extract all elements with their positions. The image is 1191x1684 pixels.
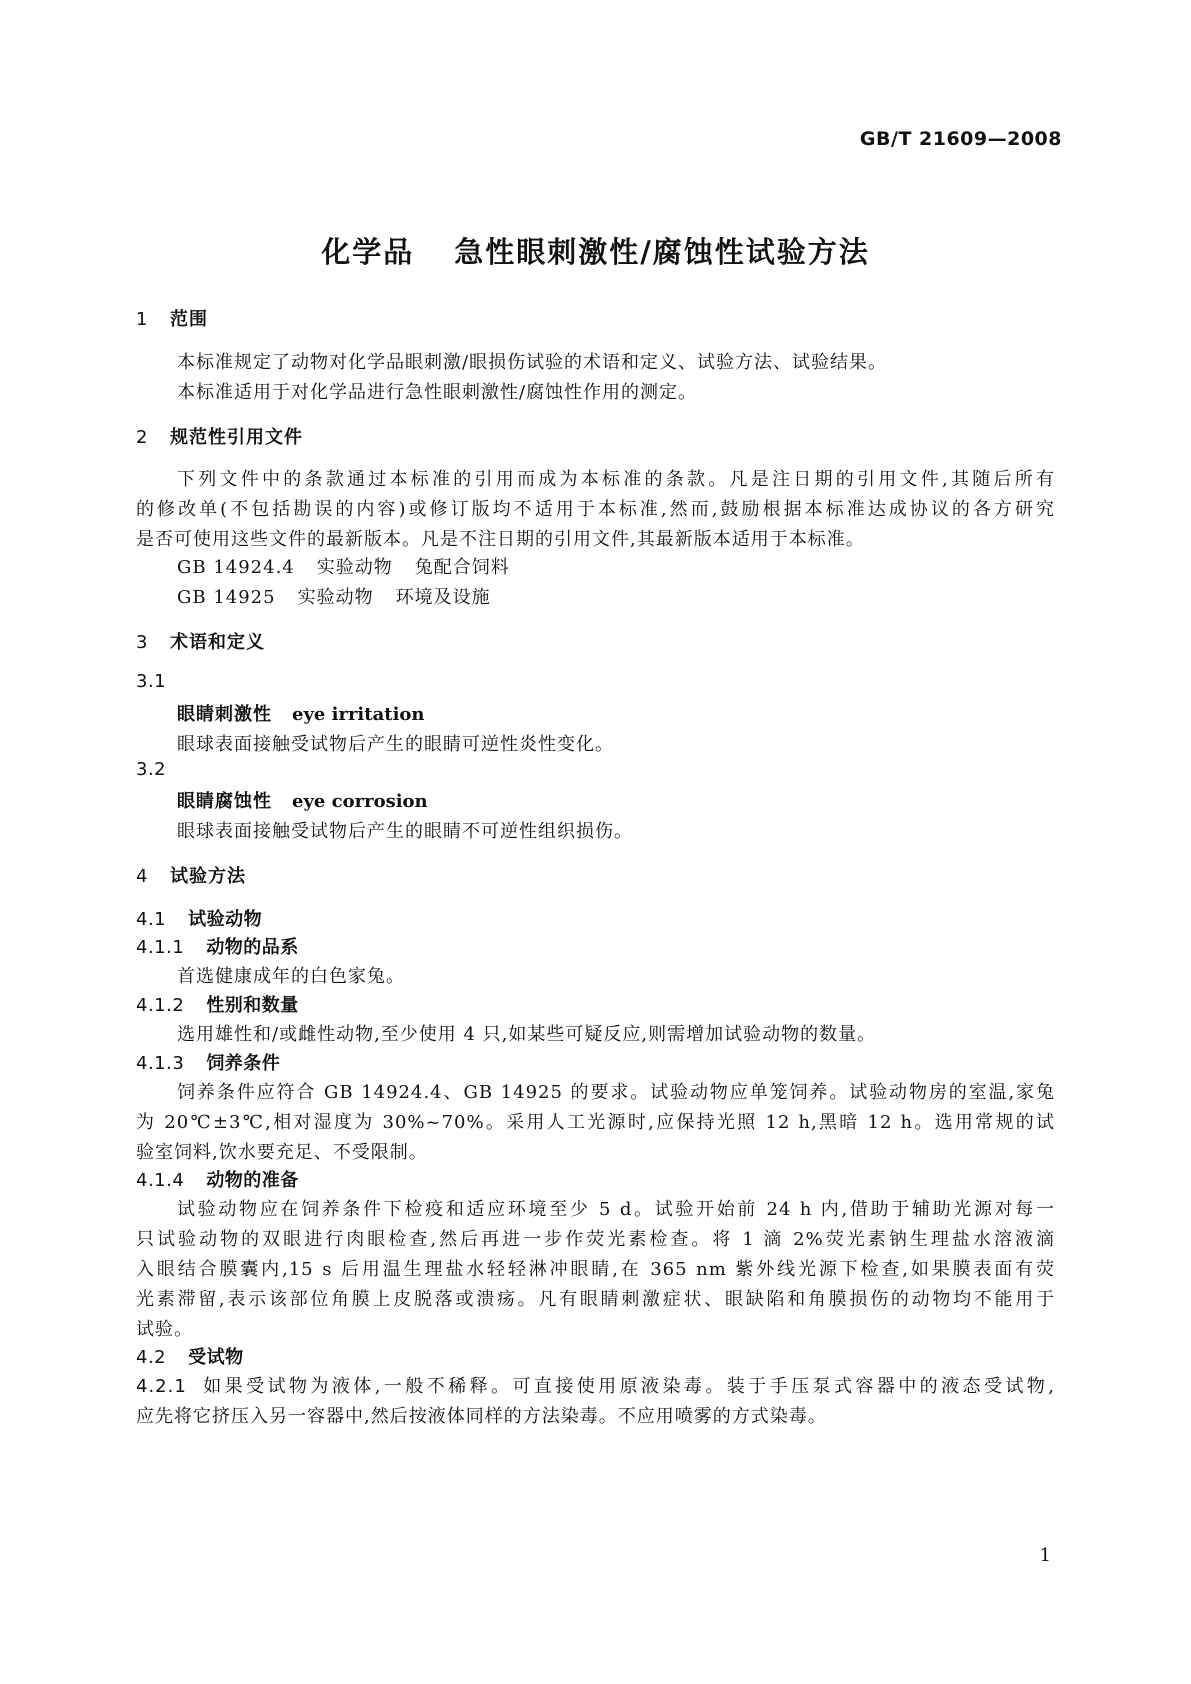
section-2-heading <box>136 423 303 449</box>
subsection-4-2-heading: 4.2 受试物 <box>136 1347 244 1368</box>
reference-title-b: 环境及设施 <box>395 587 491 608</box>
subsection-4-1-1-heading: 4.1.1 动物的品系 <box>136 937 299 958</box>
paragraph-line: 验室饲料,饮水要充足、不受限制。 <box>136 1142 428 1163</box>
title-part2: 急性眼刺激性/腐蚀性试验方法 <box>454 235 870 269</box>
paragraph: 选用雄性和/或雌性动物,至少使用 4 只,如某些可疑反应,则需增加试验动物的数量。 <box>177 1024 877 1045</box>
term-zh: 眼睛腐蚀性 <box>177 791 272 812</box>
term-definition: 眼球表面接触受试物后产生的眼睛不可逆性组织损伤。 <box>177 821 633 842</box>
paragraph-line: 下列文件中的条款通过本标准的引用而成为本标准的条款。凡是注日期的引用文件,其随后所有 <box>177 469 1055 490</box>
reference-title-b: 兔配合饲料 <box>414 557 510 578</box>
section-3-heading <box>136 628 265 654</box>
section-4-heading <box>136 862 246 888</box>
section-1-heading <box>136 305 208 331</box>
paragraph-line: 的修改单(不包括勘误的内容)或修订版均不适用于本标准,然而,鼓励根据本标准达成协议的各方研究 <box>136 499 1055 520</box>
section-number: 2 <box>136 427 149 448</box>
section-number: 4 <box>136 866 149 887</box>
paragraph-line: 试验动物应在饲养条件下检疫和适应环境至少 5 d。试验开始前 24 h 内,借助于辅助光源对每一 <box>177 1199 1055 1220</box>
paragraph: 首选健康成年的白色家兔。 <box>177 966 405 987</box>
reference-code: GB 14925 <box>177 587 276 608</box>
page-number: 1 <box>1039 1545 1051 1566</box>
reference-title-a: 实验动物 <box>297 587 374 608</box>
section-number: 1 <box>136 309 149 330</box>
paragraph-line: 4.2.1 如果受试物为液体,一般不稀释。可直接使用原液染毒。装于手压泵式容器中的液态受试物, <box>136 1376 1055 1397</box>
term-en: eye corrosion <box>292 791 428 812</box>
term-en: eye irritation <box>292 704 425 725</box>
paragraph-line: 饲养条件应符合 GB 14924.4、GB 14925 的要求。试验动物应单笼饲养。试验动物房的室温,家兔 <box>177 1082 1055 1103</box>
paragraph-line: 试验。 <box>136 1319 193 1340</box>
term-definition: 眼球表面接触受试物后产生的眼睛可逆性炎性变化。 <box>177 734 614 755</box>
paragraph-line: 光素滞留,表示该部位角膜上皮脱落或溃疡。凡有眼睛刺激症状、眼缺陷和角膜损伤的动物均不能用于 <box>136 1289 1055 1310</box>
normative-reference <box>177 553 510 579</box>
term-entry <box>177 787 428 813</box>
subsection-4-1-heading: 4.1 试验动物 <box>136 909 263 930</box>
normative-reference <box>177 583 491 609</box>
paragraph-line: 应先将它挤压入另一容器中,然后按液体同样的方法染毒。不应用喷雾的方式染毒。 <box>136 1406 827 1427</box>
paragraph: 本标准适用于对化学品进行急性眼刺激性/腐蚀性作用的测定。 <box>177 382 698 403</box>
document-title <box>0 230 1191 271</box>
standard-number: GB/T 21609—2008 <box>859 128 1062 150</box>
section-title: 术语和定义 <box>170 632 265 653</box>
term-entry <box>177 700 425 726</box>
paragraph-line: 只试验动物的双眼进行肉眼检查,然后再进一步作荧光素检查。将 1 滴 2%荧光素钠生理盐水溶液滴 <box>136 1229 1055 1250</box>
section-title: 试验方法 <box>170 866 246 887</box>
term-number: 3.2 <box>136 759 167 780</box>
title-part1: 化学品 <box>321 235 415 269</box>
reference-code: GB 14924.4 <box>177 557 295 578</box>
term-zh: 眼睛刺激性 <box>177 704 272 725</box>
clause-number: 4.2.1 <box>136 1376 187 1397</box>
subsection-4-1-2-heading: 4.1.2 性别和数量 <box>136 995 299 1016</box>
section-number: 3 <box>136 632 149 653</box>
term-number: 3.1 <box>136 671 167 692</box>
paragraph: 本标准规定了动物对化学品眼刺激/眼损伤试验的术语和定义、试验方法、试验结果。 <box>177 352 888 373</box>
paragraph-line: 为 20℃±3℃,相对湿度为 30%~70%。采用人工光源时,应保持光照 12 h,黑暗 12 h。选用常规的试 <box>136 1112 1055 1133</box>
section-title: 规范性引用文件 <box>170 427 303 448</box>
paragraph-line: 是否可使用这些文件的最新版本。凡是不注日期的引用文件,其最新版本适用于本标准。 <box>136 529 865 550</box>
section-title: 范围 <box>170 309 208 330</box>
reference-title-a: 实验动物 <box>316 557 393 578</box>
subsection-4-1-3-heading: 4.1.3 饲养条件 <box>136 1053 281 1074</box>
paragraph-line: 入眼结合膜囊内,15 s 后用温生理盐水轻轻淋冲眼睛,在 365 nm 紫外线光源下检查,如果膜表面有荧 <box>136 1259 1055 1280</box>
subsection-4-1-4-heading: 4.1.4 动物的准备 <box>136 1170 299 1191</box>
